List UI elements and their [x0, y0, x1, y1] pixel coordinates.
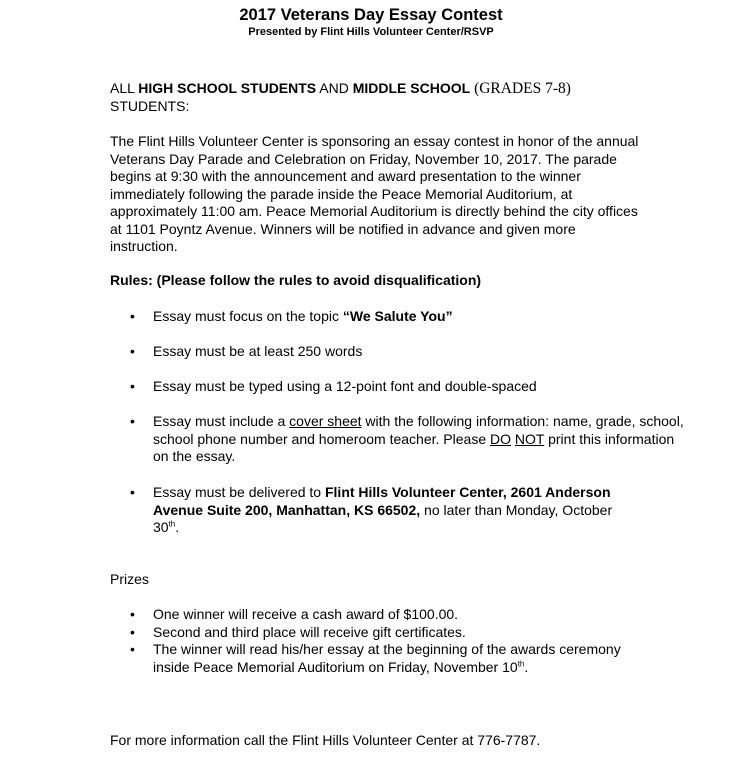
bullet: •: [130, 308, 135, 324]
rule-5-address: Flint Hills Volunteer Center, 2601 Anderson Avenue Suite 200, Manhattan, KS 66502,: [153, 484, 611, 518]
audience-students: STUDENTS:: [110, 97, 190, 114]
bullet: •: [130, 641, 135, 657]
audience-middle-school: MIDDLE SCHOOL: [352, 80, 471, 96]
prize-2-text: Second and third place will receive gift certificates.: [153, 623, 466, 640]
bullet: •: [130, 413, 135, 429]
bullet: •: [130, 623, 135, 640]
rule-2-text: Essay must be at least 250 words: [153, 343, 363, 359]
rule-3-text: Essay must be typed using a 12-point font and double-spaced: [153, 378, 537, 394]
rule-1-text: Essay must focus on the topic: [153, 308, 343, 324]
prize-3-sup: th: [517, 658, 525, 668]
rule-5-sup: th: [168, 519, 176, 529]
bullet: •: [130, 484, 135, 500]
rule-5-end: .: [175, 519, 180, 535]
intro-paragraph: The Flint Hills Volunteer Center is sponsoring an essay contest in honor of the annual Veterans Day Parade and Celebration on Friday, November 10, 2017. The parade begins at 9:30 with the announcement and award presentation to the winner immediately following the parade inside the Peace Memorial Auditorium, at approximately 11:00 am. Peace Memorial Auditorium is directly behind the city offices at 1101 Poyntz Avenue. Winners will be notified in advance and given more instruction.: [110, 133, 639, 254]
contact-line: For more information call the Flint Hills Volunteer Center at 776-7787.: [110, 732, 541, 748]
audience-part1: ALL: [110, 80, 139, 96]
cover-sheet-text: cover sheet: [289, 413, 362, 429]
rule-4-text-a: Essay must include a: [153, 413, 290, 429]
audience-line: [110, 80, 670, 115]
rules-heading: Rules: (Please follow the rules to avoid disqualification): [110, 272, 482, 288]
rule-5-text-b: no later than Monday, October 30: [153, 501, 613, 535]
list-item: [110, 624, 650, 642]
list-item: [110, 484, 693, 537]
page-title: 2017 Veterans Day Essay Contest: [239, 6, 503, 24]
prizes-heading: Prizes: [110, 571, 149, 587]
rule-5-text: [153, 484, 633, 537]
audience-grades: (GRADES 7-8): [470, 80, 571, 97]
list-item: [110, 606, 650, 624]
do-text: DO: [490, 430, 511, 447]
audience-part2: AND: [316, 80, 353, 96]
rule-5-text-a: Essay must be delivered to: [153, 484, 325, 500]
list-item: [110, 378, 693, 396]
prize-3-end: .: [524, 658, 529, 675]
list-item: [110, 641, 633, 676]
rule-4-text-c: print this information on the essay.: [153, 430, 675, 464]
bullet: •: [130, 343, 135, 359]
audience-high-school: HIGH SCHOOL STUDENTS: [138, 80, 317, 96]
list-item: [110, 413, 693, 466]
bullet: •: [130, 606, 135, 622]
bullet: •: [130, 378, 135, 394]
list-item: [110, 308, 693, 326]
prizes-list: [110, 606, 650, 676]
not-text: NOT: [514, 430, 545, 447]
prize-1-text: One winner will receive a cash award of $100.00.: [153, 606, 459, 622]
list-item: [110, 343, 693, 361]
page-subtitle: Presented by Flint Hills Volunteer Center/RSVP: [248, 26, 494, 38]
prize-3-text: The winner will read his/her essay at the beginning of the awards ceremony inside Peace Memorial Auditorium on Friday, November 10: [153, 641, 621, 675]
rule-1-topic: “We Salute You”: [342, 308, 453, 324]
rule-4-text-b: with the following information: name, grade, school, school phone number and homeroom teacher. Please: [153, 413, 684, 447]
